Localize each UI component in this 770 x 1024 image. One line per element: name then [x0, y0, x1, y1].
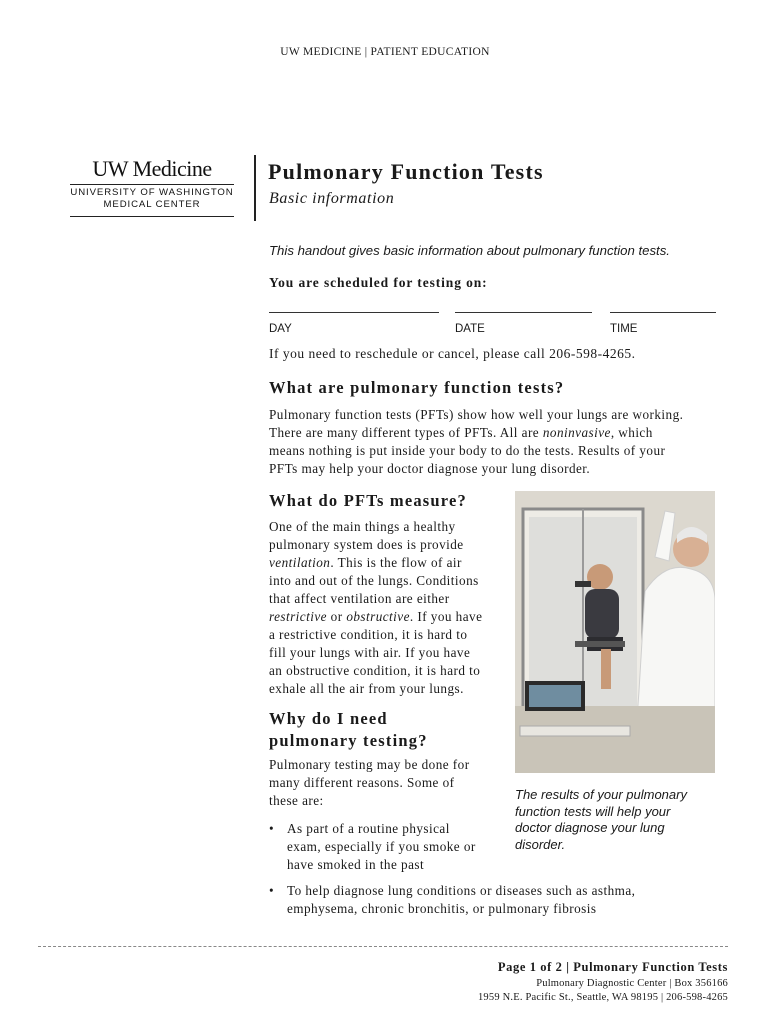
page-footer — [478, 960, 728, 1006]
reasons-list-2 — [269, 882, 739, 918]
logo-line1: UNIVERSITY OF WASHINGTON — [70, 187, 234, 198]
day-field-line — [269, 312, 439, 313]
photo-illustration — [515, 491, 715, 773]
text-line: PFTs may help your doctor diagnose your lung disorder. — [269, 461, 591, 476]
logo-rule — [70, 184, 234, 185]
emphasis-ventilation: ventilation — [269, 555, 331, 570]
pft-booth-photo — [515, 491, 715, 773]
date-field-line — [455, 312, 592, 313]
text-line: these are: — [269, 793, 324, 808]
list-item — [269, 820, 509, 874]
text-span: , which — [610, 425, 653, 440]
heading-line: pulmonary testing? — [269, 731, 428, 750]
text-line: means nothing is put inside your body to do the tests. Results of your — [269, 443, 666, 458]
day-field-label: DAY — [269, 323, 292, 335]
text-line: that affect ventilation are either — [269, 591, 450, 606]
footer-page-line — [478, 960, 728, 975]
caption-line: The results of your pulmonary — [515, 787, 687, 802]
section-heading-measure: What do PFTs measure? — [269, 491, 468, 510]
logo-rule-bottom — [70, 216, 234, 217]
schedule-heading: You are scheduled for testing on: — [269, 275, 488, 290]
reasons-list — [269, 820, 509, 874]
section-body-measure — [269, 518, 509, 698]
text-span: There are many different types of PFTs. All are — [269, 425, 543, 440]
text-line: One of the main things a healthy — [269, 519, 456, 534]
time-field-label: TIME — [610, 323, 638, 335]
logo-line2: MEDICAL CENTER — [103, 199, 201, 210]
header-top-line: UW MEDICINE | PATIENT EDUCATION — [280, 46, 490, 58]
footer-department: Pulmonary Diagnostic Center | Box 356166 — [536, 977, 728, 989]
text-line — [269, 554, 509, 572]
intro-text: This handout gives basic information about pulmonary function tests. — [269, 243, 670, 258]
emphasis-obstructive: obstructive — [346, 609, 410, 624]
text-line: exhale all the air from your lungs. — [269, 681, 464, 696]
text-span: . If you have — [409, 609, 483, 624]
photo-caption — [515, 787, 715, 853]
footer-address: 1959 N.E. Pacific St., Seattle, WA 98195 | 206-598-4265 — [477, 992, 728, 1003]
text-line: an obstructive condition, it is hard to — [269, 663, 481, 678]
list-item — [269, 882, 739, 918]
title-divider — [254, 155, 256, 221]
text-line: pulmonary system does is provide — [269, 537, 464, 552]
text-line: Pulmonary function tests (PFTs) show how well your lungs are working. — [269, 407, 684, 422]
emphasis-noninvasive: noninvasive — [542, 425, 611, 440]
bullet-line: • To help diagnose lung conditions or diseases such as asthma, — [287, 883, 636, 898]
footer-doc-title: Pulmonary Function Tests — [573, 960, 728, 974]
caption-line: disorder. — [515, 836, 566, 852]
text-line — [269, 608, 509, 626]
bullet-line: • As part of a routine physical — [287, 821, 450, 836]
logo-wordmark: UW Medicine — [92, 156, 212, 181]
bullet-line: emphysema, chronic bronchitis, or pulmonary fibrosis — [287, 901, 597, 916]
text-span: or — [326, 609, 347, 624]
emphasis-restrictive: restrictive — [269, 609, 327, 624]
text-span: . This is the flow of air — [330, 555, 462, 570]
text-line: into and out of the lungs. Conditions — [269, 573, 479, 588]
section-heading-why — [269, 708, 428, 752]
text-line — [269, 424, 729, 442]
caption-line: function tests will help your — [515, 803, 671, 819]
page-title: Pulmonary Function Tests — [268, 159, 544, 184]
text-line: fill your lungs with air. If you have — [269, 645, 471, 660]
heading-line: Why do I need — [269, 709, 388, 728]
page-number: Page 1 of 2 — [497, 960, 563, 974]
reschedule-text: If you need to reschedule or cancel, please call 206-598-4265. — [269, 346, 636, 361]
time-field-line — [610, 312, 716, 313]
caption-line: doctor diagnose your lung — [515, 820, 665, 835]
text-line: many different reasons. Some of — [269, 775, 455, 790]
section-body-why — [269, 756, 509, 810]
section-heading-what-are: What are pulmonary function tests? — [269, 378, 565, 397]
bullet-line: exam, especially if you smoke or — [287, 839, 476, 854]
footer-divider — [38, 946, 728, 947]
text-line: a restrictive condition, it is hard to — [269, 627, 468, 642]
date-field-label: DATE — [455, 323, 485, 335]
uw-medicine-logo — [70, 158, 234, 219]
text-line: Pulmonary testing may be done for — [269, 757, 470, 772]
section-body-what-are — [269, 406, 729, 478]
bullet-line: have smoked in the past — [287, 857, 425, 872]
page-subtitle: Basic information — [269, 190, 395, 207]
footer-separator: | — [562, 960, 574, 974]
